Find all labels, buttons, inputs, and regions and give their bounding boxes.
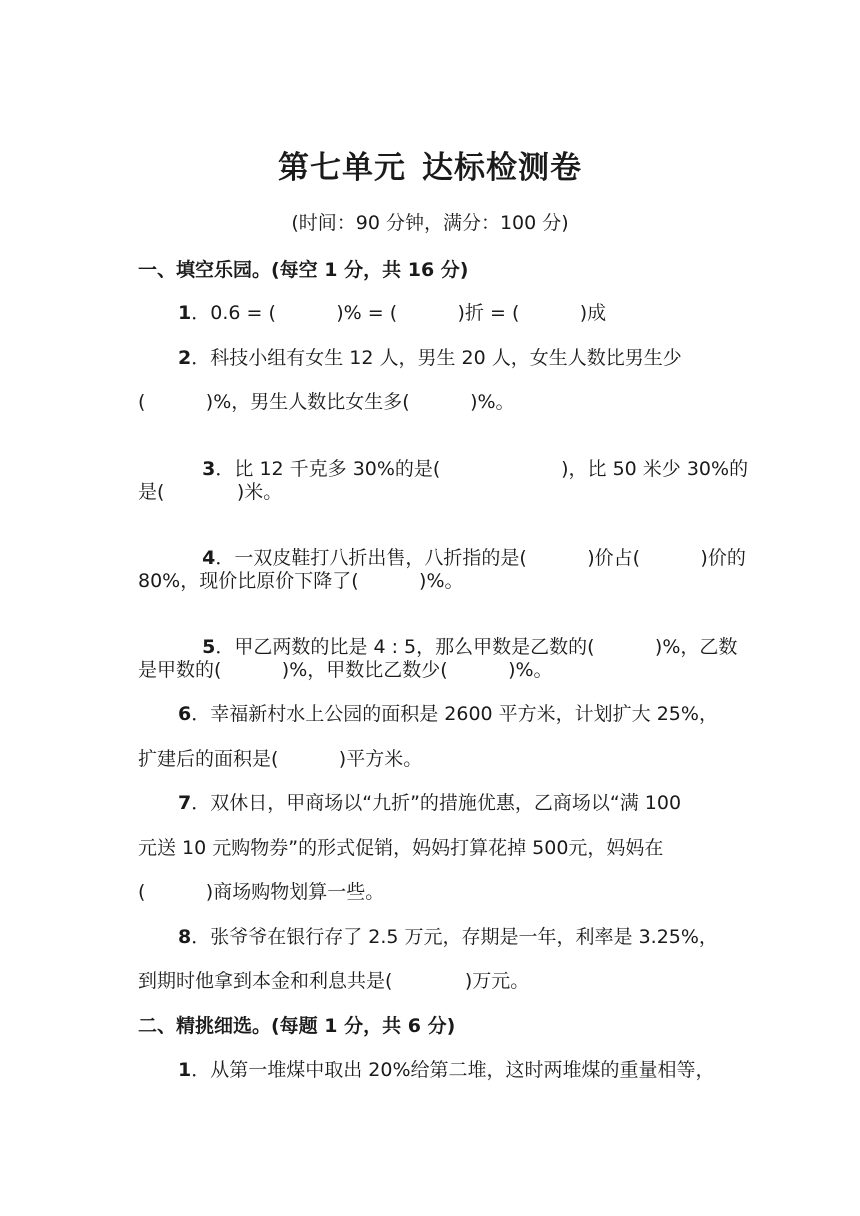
question-number: 3	[202, 458, 216, 480]
question-number: 8	[178, 926, 192, 948]
question-text: ．双休日，甲商场以“九折”的措施优惠，乙商场以“满 100	[191, 792, 682, 814]
question-text: ．0.6 = ( )% = ( )折 = ( )成	[191, 302, 607, 324]
question-1-6-line-1	[178, 699, 718, 726]
question-number: 4	[202, 547, 216, 569]
question-number: 2	[178, 347, 192, 369]
question-number: 5	[202, 636, 216, 658]
section-2-heading: 二、精挑细选。(每题 1 分，共 6 分)	[138, 1015, 456, 1037]
question-1-2-line-2: ( )%，男生人数比女生多( )%。	[138, 391, 515, 413]
question-1-2-line-1	[178, 343, 682, 370]
question-text: ．科技小组有女生 12 人，男生 20 人，女生人数比男生少	[191, 347, 682, 369]
question-text: ．张爷爷在银行存了 2.5 万元，存期是一年，利率是 3.25%，	[191, 926, 718, 948]
question-1-7-line-3: ( )商场购物划算一些。	[138, 881, 385, 903]
question-text: ．甲乙两数的比是 4 : 5，那么甲数是乙数的( )%，乙数	[215, 636, 738, 658]
question-1-5-line-2: 是甲数的( )%，甲数比乙数少( )%。	[138, 659, 553, 681]
question-2-1-line-1	[178, 1055, 715, 1082]
question-1-7-line-1	[178, 788, 681, 815]
exam-time-score: (时间：90 分钟，满分：100 分)	[291, 212, 569, 234]
question-text: ．比 12 千克多 30%的是( )，比 50 米少 30%的	[215, 458, 749, 480]
question-number: 1	[178, 302, 192, 324]
question-1-6-line-2: 扩建后的面积是( )平方米。	[138, 748, 423, 770]
question-1-8-line-2: 到期时他拿到本金和利息共是( )万元。	[138, 970, 530, 992]
title-unit: 第七单元	[278, 150, 406, 186]
question-1-3-line-2: 是( )米。	[138, 481, 283, 503]
title-name: 达标检测卷	[422, 150, 582, 186]
question-text: ．一双皮鞋打八折出售，八折指的是( )价占( )价的	[215, 547, 746, 569]
question-1-1	[178, 298, 606, 325]
question-number: 1	[178, 1059, 192, 1081]
question-1-8-line-1	[178, 922, 718, 949]
section-1-heading: 一、填空乐园。(每空 1 分，共 16 分)	[138, 259, 469, 281]
question-number: 7	[178, 792, 192, 814]
question-text: ．幸福新村水上公园的面积是 2600 平方米，计划扩大 25%，	[191, 703, 718, 725]
question-text: ．从第一堆煤中取出 20%给第二堆，这时两堆煤的重量相等，	[191, 1059, 715, 1081]
question-1-7-line-2: 元送 10 元购物券”的形式促销，妈妈打算花掉 500元，妈妈在	[138, 837, 664, 859]
question-number: 6	[178, 703, 192, 725]
page-title	[0, 142, 860, 187]
question-1-4-line-2: 80%，现价比原价下降了( )%。	[138, 570, 464, 592]
